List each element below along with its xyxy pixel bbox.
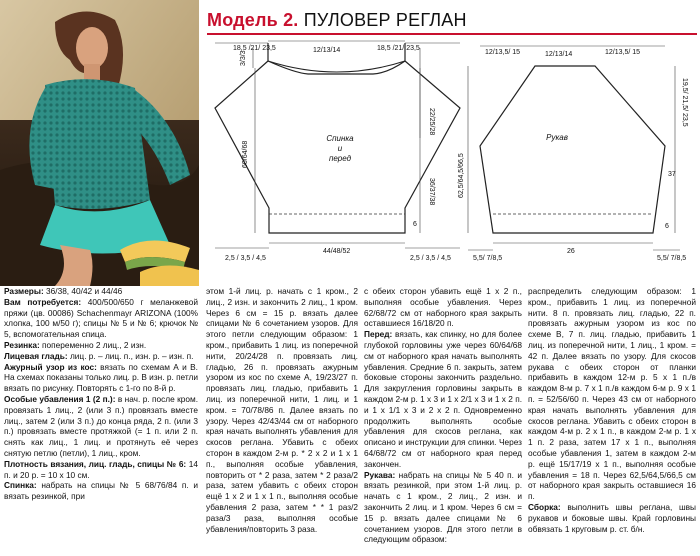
paragraph	[528, 502, 696, 534]
paragraph	[4, 351, 198, 362]
paragraph-text: попеременно 2 лиц., 2 изн.	[39, 339, 147, 350]
paragraph	[4, 362, 198, 394]
paragraph-heading: Спинка:	[4, 480, 37, 491]
paragraph	[364, 329, 522, 469]
paragraph	[364, 470, 522, 546]
sleeve-raglan-h: 19,5/ 21,5/ 23,5	[681, 78, 688, 127]
model-photo	[0, 0, 199, 286]
paragraph-heading: Сборка:	[528, 501, 561, 512]
paragraph-text: этом 1-й лиц. р. начать с 1 кром., 2 лиц., 2 изн. и закончить 2 лиц., 1 кром. Через 6 см = 15 р. вязать далее спицами № 6 сочетанием узоров. Для этого петли следующим образом: 1 кром., прибавить 1 лиц. из поперечной нити, 20/24/28 п. провязать лиц. гладью, 26 п. провязать ажурным узором из кос по схеме А, 19/23/27 п. провязать лиц. гладью, прибавить 1 лиц. из поперечной нити, 1 лиц. и 1 кром. = 70/78/86 п. Далее вязать по узору. Через 42/43/44 см от наборного края начать выполнять убавления для скосов реглана. Убавить с обеих сторон в каждом 2-м р. * 2 х 2 и 1 х 1 п., выполняя особые убавления, повторить от * 2 раза, затем * 2 раза/2 раза, затем убавить с обеих сторон ещё 1 х 2 и 1 х 1 п., выполняя особые убавления 2 раза, затем * * 1 раз/2 раза/3 раза, выполняя особые убавления/повторить 3 раза.	[206, 286, 358, 534]
page-title	[207, 8, 697, 34]
paragraph-heading: Размеры:	[4, 286, 44, 296]
paragraph	[4, 480, 198, 502]
front-label-2: и	[337, 144, 343, 153]
paragraph-text: вязать, как спинку, но для более глубокой горловины уже через 60/64/68 см от наборного края начать выполнять убавления. Средние 6 п. закрыть, затем боковые стороны закончить раздельно. Для закругления горловины закрыть в каждом 2-м р. 1 х 3 и 1 х 2/1 х 3 и 1 х 2 п. и 1 х 1/1 х 3 и 2 х 2 п. Одновременно продолжить выполнять особые убавления для скосов реглана, как описано и инструкции для спинки. Через 64/68/72 см от наборного края перед закончен.	[364, 329, 522, 469]
paragraph-text: 400/500/650 г меланжевой пряжи (цв. 00086) Schachenmayr ARIZONA (100% хлопка, 100 м/50 г); спицы № 5 и № 6; крючок № 5, вспомогательная спица.	[4, 296, 198, 340]
front-top-left: 18,5 /21/ 23,5	[233, 45, 276, 52]
sleeve-top-right: 12/13,5/ 15	[605, 49, 641, 56]
paragraph	[4, 459, 198, 481]
front-neck-drop: 3/3/3	[240, 50, 247, 66]
sleeve-side-h: 37	[668, 171, 676, 178]
paragraph-text: распределить следующим образом: 1 кром., прибавить 1 лиц. из поперечной нити. 8 п. провязать лиц. гладью, 22 п. провязать ажурным узором из кос по схеме В, 7 п. лиц. гладью, прибавить 1 лиц. из поперечной нити, 1 лиц., 1 кром. = 42 п. Далее вязать по узору. Для скосов рукава с обеих сторон от планки прибавить в каждом 12-м р. 5 х 1 п./в каждом 8-м р. 7 х 1 п./в каждом 6-м р. 9 х 1 п. = 52/56/60 п. Через 43 см от наборного края начать выполнять убавления для скосов реглана. Убавить с обеих сторон в каждом 4-м р. 2 х 1 п., в каждом 2-м р. 1 х 1 п. 2 раза, затем 17 х 1 п., выполняя особые убавления 1, затем в каждом 2-м р. ещё 15/17/19 х 1 п., выполняя особые убавления = 18 п. Через 62,5/64,5/66,5 см от наборного края закрыть оставшиеся 16 п.	[528, 286, 696, 502]
sleeve-bottom-right: 5,5/ 7/8,5	[657, 255, 687, 262]
paragraph-heading: Резинка:	[4, 339, 40, 350]
text-column-4	[528, 286, 696, 554]
model-name: ПУЛОВЕР РЕГЛАН	[303, 10, 467, 30]
front-raglan-h: 22/25/28	[428, 108, 435, 136]
sleeve-label: Рукав	[546, 133, 568, 142]
paragraph-heading: Ажурный узор из кос:	[4, 361, 97, 372]
paragraph-text: выполнить швы реглана, швы рукавов и боковые швы. Край горловины обвязать 1 круговым р. ст. б/н.	[528, 501, 696, 534]
paragraph-text: с обеих сторон убавить ещё 1 х 2 п., выполняя особые убавления. Через 62/68/72 см от наборного края закрыть оставшиеся 16/18/20 п.	[364, 286, 522, 329]
text-column-1	[4, 286, 198, 554]
paragraph-text: набрать на спицы № 5 40 п. и вязать резинкой, при этом 1-й лиц. р. начать с 1 кром., 2 лиц., 2 изн. и закончить 2 лиц. и 1 кром. Через 6 см = 15 р. вязать далее спицами № 6 сочетанием узоров. Для этого петли в следующим образом:	[364, 469, 522, 545]
neckline	[268, 61, 405, 72]
paragraph-text: вязать по схемам А и В. На схемах показаны только лиц. р. В изн. р. петли вязать по рисунку. Повторять с 1-го по 8-й р.	[4, 361, 198, 394]
model-number: Модель 2.	[207, 10, 299, 30]
sleeve-bottom-left: 5,5/ 7/8,5	[473, 255, 503, 262]
front-bottom-left: 2,5 / 3,5 / 4,5	[225, 255, 266, 262]
paragraph-text: набрать на спицы № 5 68/76/84 п. и вязать резинкой, при	[4, 480, 198, 502]
front-side-h: 36/37/38	[428, 178, 435, 206]
text-column-3	[364, 286, 522, 554]
paragraph	[4, 297, 198, 340]
front-label-3: перед	[328, 154, 352, 163]
front-label-1: Спинка	[326, 134, 354, 143]
paragraph-heading: Лицевая гладь:	[4, 350, 68, 361]
paragraph	[4, 394, 198, 459]
front-total-h: 60/64/68	[242, 140, 249, 168]
paragraph-text: лиц. р. – лиц. п., изн. р. – изн. п.	[67, 350, 194, 361]
paragraph	[4, 340, 198, 351]
front-top-right: 18,5 /21/ 23,5	[377, 45, 420, 52]
paragraph-heading: Рукава:	[364, 469, 396, 480]
paragraph-text: 14 п. и 20 р. = 10 х 10 см.	[4, 458, 198, 480]
front-bottom-mid: 44/48/52	[323, 248, 351, 255]
paragraph	[364, 286, 522, 329]
sleeve-top-left: 12/13,5/ 15	[485, 49, 521, 56]
text-column-2	[206, 286, 358, 554]
paragraph	[4, 286, 198, 297]
sleeve-total-h: 62,5/64,5/66,5	[458, 153, 465, 198]
sleeve-outline	[480, 66, 665, 233]
paragraph-heading: Особые убавления 1 (2 п.):	[4, 393, 116, 404]
paragraph-heading: Вам потребуется:	[4, 296, 82, 307]
front-bottom-right: 2,5 / 3,5 / 4,5	[410, 255, 451, 262]
sleeve-top-mid: 12/13/14	[545, 51, 573, 58]
sleeve-rib-h: 6	[665, 223, 669, 230]
front-top-mid: 12/13/14	[313, 47, 341, 54]
paragraph-text: в нач. р. после кром. провязать 1 лиц., 2 (или 3 п.) провязать вместе лиц., затем 2 (или 3 п.) до конца ряда, 2 п. (или 3 п.) провязать вместе протяжкой (= 1 п. или 2 п. снять как лиц., 1 лиц. и протянуть её через снятую петлю (петли), 1 лиц., кром.	[4, 393, 198, 458]
model-photo-illustration	[0, 0, 199, 286]
title-rule	[207, 33, 697, 35]
paragraph-heading: Плотность вязания, лиц. гладь, спицы № 6:	[4, 458, 187, 469]
paragraph-text: 36/38, 40/42 и 44/46	[43, 286, 123, 296]
sleeve-bottom-mid: 26	[567, 248, 575, 255]
pattern-schematics	[205, 38, 700, 278]
paragraph	[206, 286, 358, 534]
paragraph	[528, 286, 696, 502]
paragraph-heading: Перед:	[364, 329, 393, 340]
front-rib-h: 6	[413, 221, 417, 228]
